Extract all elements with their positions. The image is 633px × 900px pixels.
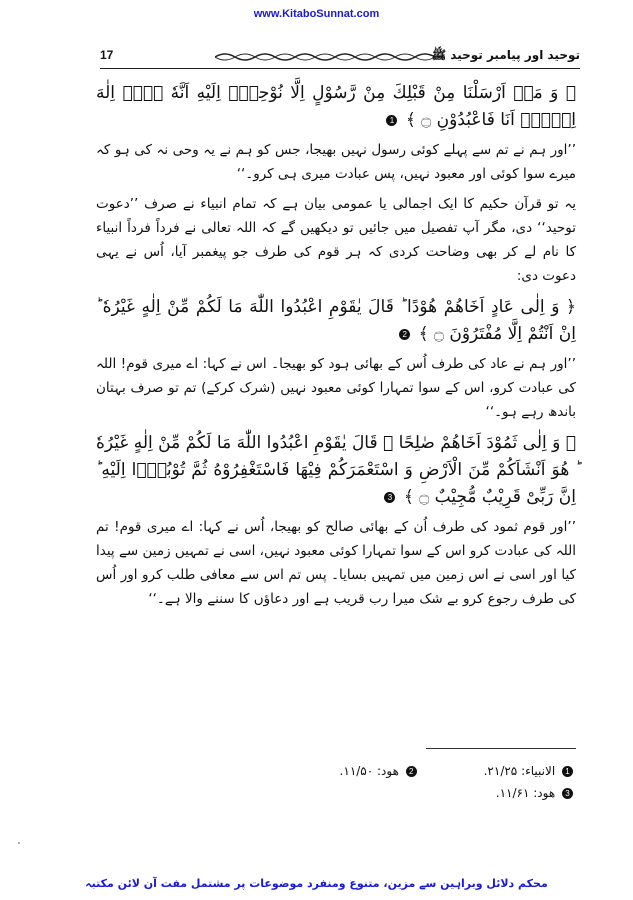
translation-3: ’’اور قوم ثمود کی طرف اُن کے بھائی صالح کو بھیجا، اُس نے کہا: اے میری قوم! تم اللہ کی عبادت کرو اس کے سوا تمہارا کوئی معبود نہیں، اسی نے تمہیں زمین سے پیدا کیا اور اسی نے اس زمین میں تمہیں بسایا۔ پس تم اس سے معافی طلب کرو اور اُس کی طرف رجوع کرو بے شک میرا رب قریب ہے اور دعاؤں کا سننے والا ہے۔‘‘ <box>96 519 576 607</box>
translation-2: ’’اور ہم نے عاد کی طرف اُس کے بھائی ہود کو بھیجا۔ اس نے کہا: اے میری قوم! اللہ کی عبادت کرو، اس کے سوا تمہارا کوئی معبود نہیں (شرک کرکے) تم تو صرف بہتان باندھ رہے ہو۔‘‘ <box>96 356 576 420</box>
footnote-text: ھود: ۱۱/۵۰. <box>339 764 399 778</box>
page-content <box>96 80 576 617</box>
verse-text: ﴿ وَ اِلٰى ثَمُوْدَ اَخَاهُمْ صٰلِحًا ۘ قَالَ یٰقَوْمِ اعْبُدُوا اللّٰهَ مَا لَكُمْ مِّنْ اِلٰهٍ غَیْرُهٗ ؕ هُوَ اَنْشَاَكُمْ مِّنَ الْاَرْضِ وَ اسْتَعْمَرَكُمْ فِیْهَا فَاسْتَغْفِرُوْهُ ثُمَّ تُوْبُوْۤا اِلَیْهِ ؕ اِنَّ رَبِّیْ قَرِیْبٌ مُّجِیْبٌ ۝ ﴾ <box>96 433 576 507</box>
verse-text: ﴿ وَ اِلٰى عَادٍ اَخَاهُمْ هُوْدًا ؕ قَالَ یٰقَوْمِ اعْبُدُوا اللّٰهَ مَا لَكُمْ مِّنْ اِلٰهٍ غَیْرُهٗ ؕ اِنْ اَنْتُمْ اِلَّا مُفْتَرُوْنَ ۝ ﴾ <box>96 297 576 344</box>
footnote-marker: 3 <box>562 788 573 799</box>
quran-verse-3 <box>96 430 576 511</box>
footnote-row <box>96 782 576 804</box>
footnote-2 <box>340 764 420 778</box>
paragraph-1: یہ تو قرآن حکیم کا ایک اجمالی یا عمومی بیان ہے کہ تمام انبیاء نے صرف ’’دعوت توحید‘‘ دی، مگر آپ تفصیل میں جائیں تو دیکھیں گے کہ اللہ تعالی نے فرداً فرداً انبیاء کا نام لے کر بھی وضاحت کردی کہ ہر قوم کی طرف جو پیغمبر آیا، اُس نے یہی دعوت دی: <box>96 196 576 284</box>
running-title: توحید اور پیامبر توحید ﷺ <box>431 48 580 62</box>
footnote-text: الانبیاء: ۲۱/۲۵. <box>483 764 556 778</box>
footnote-text: ھود: ۱۱/۶۱. <box>495 786 556 800</box>
footnote-row <box>96 760 576 782</box>
quran-verse-1 <box>96 80 576 134</box>
scan-speck <box>18 842 20 844</box>
footer-tagline[interactable]: محکم دلائل وبراہین سے مزین، متنوع ومنفرد موضوعات پر مشتمل مفت آن لائن مکتبہ <box>85 877 548 890</box>
footnote-marker: 1 <box>386 115 397 126</box>
footnote-1 <box>480 764 576 778</box>
footnotes <box>96 760 576 804</box>
header-rule <box>100 68 580 69</box>
verse-text: ﴿ وَ مَاۤ اَرْسَلْنَا مِنْ قَبْلِكَ مِنْ رَّسُوْلٍ اِلَّا نُوْحِیْۤ اِلَیْهِ اَنَّهٗ لَاۤ اِلٰهَ اِلَّاۤ اَنَا فَاعْبُدُوْنِ ۝ ﴾ <box>96 83 576 130</box>
footnote-marker: 2 <box>406 766 417 777</box>
footnote-marker: 2 <box>399 329 410 340</box>
page-number: 17 <box>100 48 114 62</box>
footnote-3 <box>496 786 576 800</box>
header-ornament <box>215 51 445 63</box>
page-header <box>100 48 580 70</box>
footnote-marker: 3 <box>384 492 395 503</box>
translation-1: ’’اور ہم نے تم سے پہلے کوئی رسول نہیں بھیجا، جس کو ہم نے یہ وحی نہ کی ہو کہ میرے سوا کوئی اور معبود نہیں، پس عبادت میری ہی کرو۔‘‘ <box>96 142 576 182</box>
site-url[interactable]: www.KitaboSunnat.com <box>253 8 380 20</box>
footnote-rule <box>426 748 576 749</box>
footnote-marker: 1 <box>562 766 573 777</box>
quran-verse-2 <box>96 294 576 348</box>
